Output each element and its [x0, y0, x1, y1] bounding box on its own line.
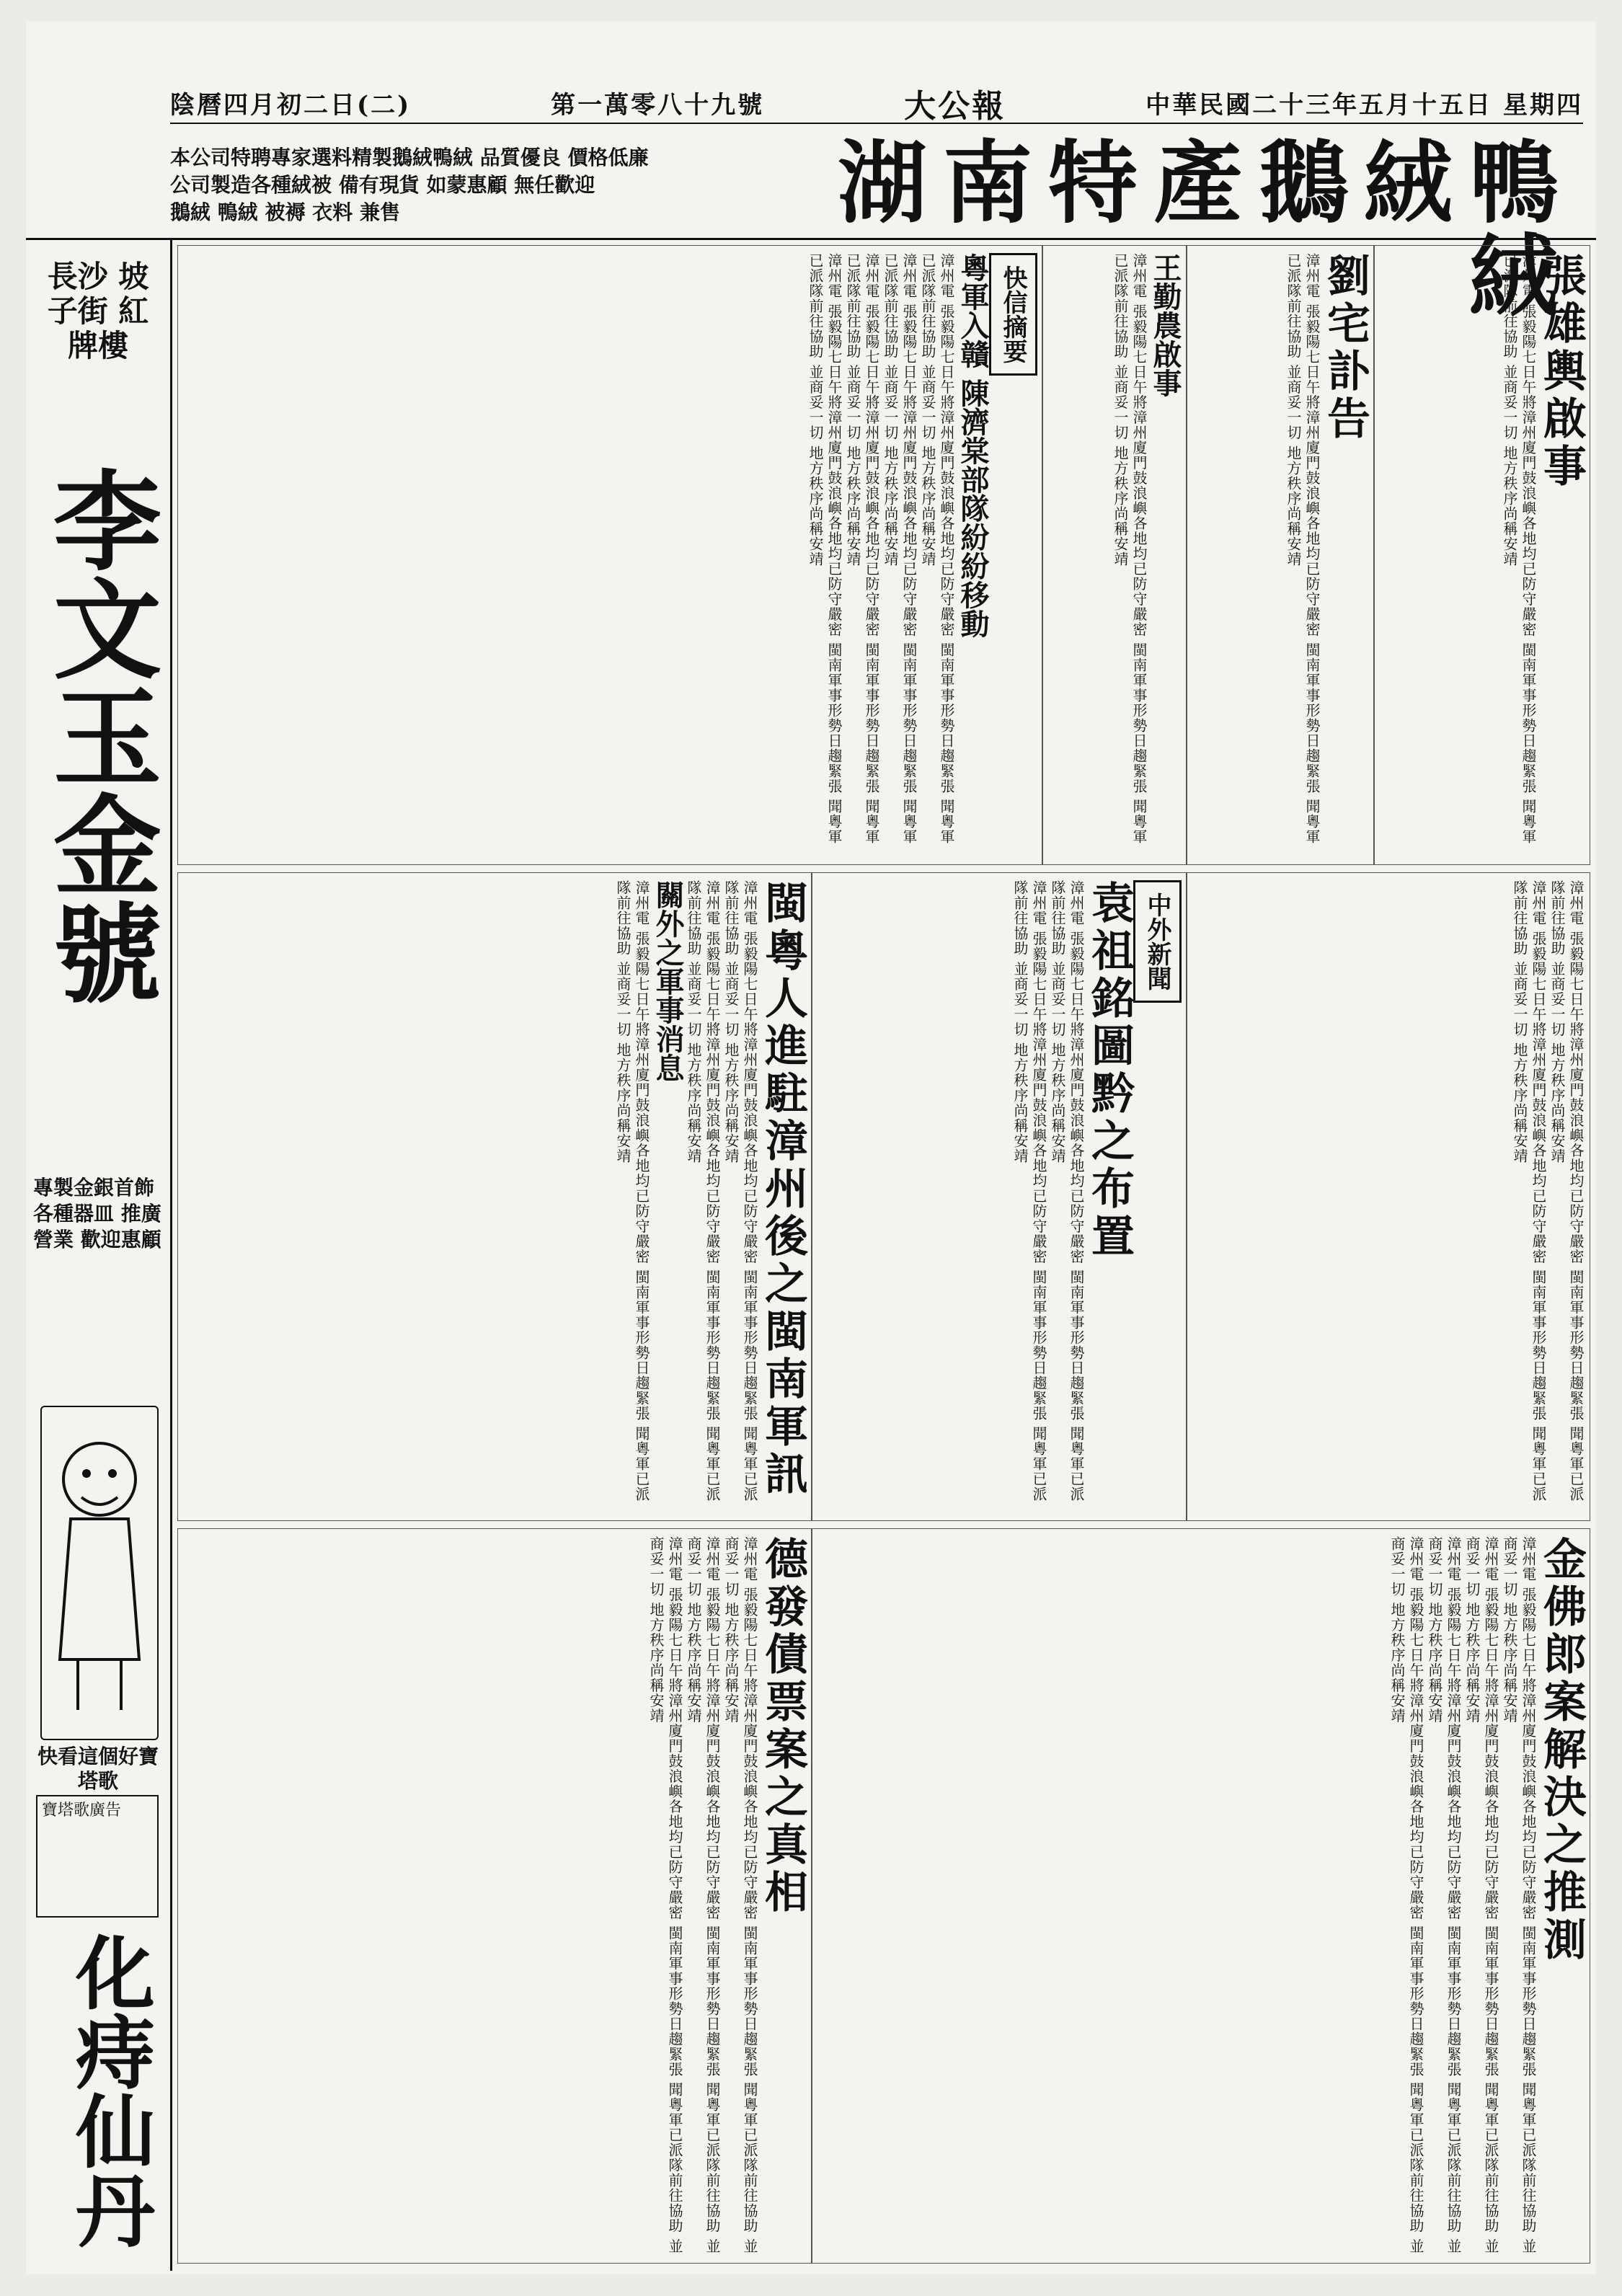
pill-ad-name: 化痔仙丹 — [63, 1932, 156, 2249]
goods-list: 專製金銀首飾 各種器皿 推廣營業 歡迎惠顧 — [33, 1176, 161, 1251]
dateline-left: 陰曆四月初二日(二) — [170, 91, 412, 120]
news-body: 漳州電 張毅陽七日午將漳州廈門鼓浪嶼各地均已防守嚴密 閩南軍事形勢日趨緊張 聞粵軍已派隊前往協助 並商妥一切 地方秩序尚稱安靖 — [614, 880, 650, 1502]
notice-body: 漳州電 張毅陽七日午將漳州廈門鼓浪嶼各地均已防守嚴密 閩南軍事形勢日趨緊張 聞粵軍已派隊前往協助 並商妥一切 地方秩序尚稱安靖 — [1112, 253, 1148, 845]
notice-wang — [1042, 245, 1187, 865]
news-body: 漳州電 張毅陽七日午將漳州廈門鼓浪嶼各地均已防守嚴密 閩南軍事形勢日趨緊張 聞粵軍已派隊前往協助 並商妥一切 地方秩序尚稱安靖 — [807, 253, 843, 845]
notice-body: 漳州電 張毅陽七日午將漳州廈門鼓浪嶼各地均已防守嚴密 閩南軍事形勢日趨緊張 聞粵軍已派隊前往協助 並商妥一切 地方秩序尚稱安靖 — [1501, 253, 1537, 845]
news-body: 漳州電 張毅陽七日午將漳州廈門鼓浪嶼各地均已防守嚴密 閩南軍事形勢日趨緊張 聞粵軍已派隊前往協助 並商妥一切 地方秩序尚稱安靖 — [1511, 880, 1547, 1502]
news-body: 漳州電 張毅陽七日午將漳州廈門鼓浪嶼各地均已防守嚴密 閩南軍事形勢日趨緊張 聞粵軍已派隊前往協助 並商妥一切 地方秩序尚稱安靖 — [647, 1536, 683, 2254]
news-body: 漳州電 張毅陽七日午將漳州廈門鼓浪嶼各地均已防守嚴密 閩南軍事形勢日趨緊張 聞粵軍已派隊前往協助 並商妥一切 地方秩序尚稱安靖 — [1426, 1536, 1462, 2254]
notice-title: 劉宅訃告 — [1320, 253, 1370, 443]
news-body: 漳州電 張毅陽七日午將漳州廈門鼓浪嶼各地均已防守嚴密 閩南軍事形勢日趨緊張 聞粵軍已派隊前往協助 並商妥一切 地方秩序尚稱安靖 — [844, 253, 880, 845]
news-title: 金佛郎案解決之推測 — [1536, 1536, 1587, 1964]
newspaper-page — [26, 22, 1596, 2274]
news-zhangzhou — [177, 872, 812, 1521]
cartoon-figure-icon — [49, 1422, 150, 1724]
news-body: 漳州電 張毅陽七日午將漳州廈門鼓浪嶼各地均已防守嚴密 閩南軍事形勢日趨緊張 聞粵軍已派隊前往協助 並商妥一切 地方秩序尚稱安靖 — [1049, 880, 1085, 1502]
news-body: 漳州電 張毅陽七日午將漳州廈門鼓浪嶼各地均已防守嚴密 閩南軍事形勢日趨緊張 聞粵軍已派隊前往協助 並商妥一切 地方秩序尚稱安靖 — [882, 253, 918, 845]
news-grid — [177, 245, 1590, 2264]
shop-address: 長沙 坡子街 紅牌樓 — [47, 259, 149, 363]
news-body: 漳州電 張毅陽七日午將漳州廈門鼓浪嶼各地均已防守嚴密 閩南軍事形勢日趨緊張 聞粵軍已派隊前往協助 並商妥一切 地方秩序尚稱安靖 — [1548, 880, 1585, 1502]
news-body: 漳州電 張毅陽七日午將漳州廈門鼓浪嶼各地均已防守嚴密 閩南軍事形勢日趨緊張 聞粵軍已派隊前往協助 並商妥一切 地方秩序尚稱安靖 — [1501, 1536, 1537, 2254]
masthead-ad-text — [170, 144, 819, 231]
foreign-tag: 中外新聞 — [1133, 880, 1182, 1003]
ad-line: 本公司特聘專家選料精製鵝絨鴨絨 品質優良 價格低廉 — [170, 146, 649, 169]
news-body: 漳州電 張毅陽七日午將漳州廈門鼓浪嶼各地均已防守嚴密 閩南軍事形勢日趨緊張 聞粵軍已派隊前往協助 並商妥一切 地方秩序尚稱安靖 — [722, 1536, 758, 2254]
news-title: 袁祖銘圖黔之布置 — [1084, 880, 1135, 1261]
news-body: 漳州電 張毅陽七日午將漳州廈門鼓浪嶼各地均已防守嚴密 閩南軍事形勢日趨緊張 聞粵軍已派隊前往協助 並商妥一切 地方秩序尚稱安靖 — [1388, 1536, 1424, 2254]
news-body: 漳州電 張毅陽七日午將漳州廈門鼓浪嶼各地均已防守嚴密 閩南軍事形勢日趨緊張 聞粵軍已派隊前往協助 並商妥一切 地方秩序尚稱安靖 — [1463, 1536, 1499, 2254]
issue-number: 第一萬零八十九號 — [551, 91, 765, 120]
notice-title: 王勤農啟事 — [1148, 253, 1182, 397]
paper-name: 大公報 — [904, 87, 1006, 125]
dateline-right: 中華民國二十三年五月十五日 星期四 — [1145, 91, 1583, 120]
news-body: 漳州電 張毅陽七日午將漳州廈門鼓浪嶼各地均已防守嚴密 閩南軍事形勢日趨緊張 聞粵軍已派隊前往協助 並商妥一切 地方秩序尚稱安靖 — [919, 253, 955, 845]
news-guizhou — [812, 872, 1187, 1521]
news-gold-franc — [812, 1528, 1590, 2264]
news-debt — [177, 1528, 812, 2264]
news-subtitle: 關外之軍事消息 — [651, 880, 685, 1082]
boxed-ad: 寶塔歌廣告 — [36, 1795, 159, 1918]
news-title: 德發債票案之真相 — [758, 1536, 808, 1917]
news-tag: 快信摘要 — [989, 253, 1037, 376]
ad-line: 公司製造各種絨被 備有現貨 如蒙惠顧 無任歡迎 — [170, 173, 595, 197]
notice-body: 漳州電 張毅陽七日午將漳州廈門鼓浪嶼各地均已防守嚴密 閩南軍事形勢日趨緊張 聞粵軍已派隊前往協助 並商妥一切 地方秩序尚稱安靖 — [1285, 253, 1321, 845]
cartoon-caption: 快看這個好寶塔歌 — [37, 1745, 159, 1793]
notice-liu — [1187, 245, 1374, 865]
cartoon-illustration — [40, 1406, 159, 1740]
ad-line: 鵝絨 鴨絨 被褥 衣料 兼售 — [170, 200, 400, 224]
notice-title: 張雄輿啟事 — [1536, 253, 1587, 491]
masthead-ad-headline: 湖南特產鵝絨鴨絨 — [837, 131, 1574, 329]
news-title: 閩粵人進駐漳州後之閩南軍訊 — [758, 880, 808, 1499]
news-title: 粵軍入贛 陳濟棠部隊紛紛移動 — [956, 253, 990, 638]
express-news — [177, 245, 1042, 865]
news-body: 漳州電 張毅陽七日午將漳州廈門鼓浪嶼各地均已防守嚴密 閩南軍事形勢日趨緊張 聞粵軍已派隊前往協助 並商妥一切 地方秩序尚稱安靖 — [685, 1536, 721, 2254]
news-body: 漳州電 張毅陽七日午將漳州廈門鼓浪嶼各地均已防守嚴密 閩南軍事形勢日趨緊張 聞粵軍已派隊前往協助 並商妥一切 地方秩序尚稱安靖 — [685, 880, 721, 1502]
news-body: 漳州電 張毅陽七日午將漳州廈門鼓浪嶼各地均已防守嚴密 閩南軍事形勢日趨緊張 聞粵軍已派隊前往協助 並商妥一切 地方秩序尚稱安靖 — [722, 880, 758, 1502]
notice-zhang — [1374, 245, 1590, 865]
dateline — [170, 83, 1583, 124]
left-ad-column — [26, 238, 172, 2271]
news-body: 漳州電 張毅陽七日午將漳州廈門鼓浪嶼各地均已防守嚴密 閩南軍事形勢日趨緊張 聞粵軍已派隊前往協助 並商妥一切 地方秩序尚稱安靖 — [1011, 880, 1047, 1502]
foreign-news — [1187, 872, 1590, 1521]
brand-name: 李文玉金號 — [35, 465, 161, 1006]
